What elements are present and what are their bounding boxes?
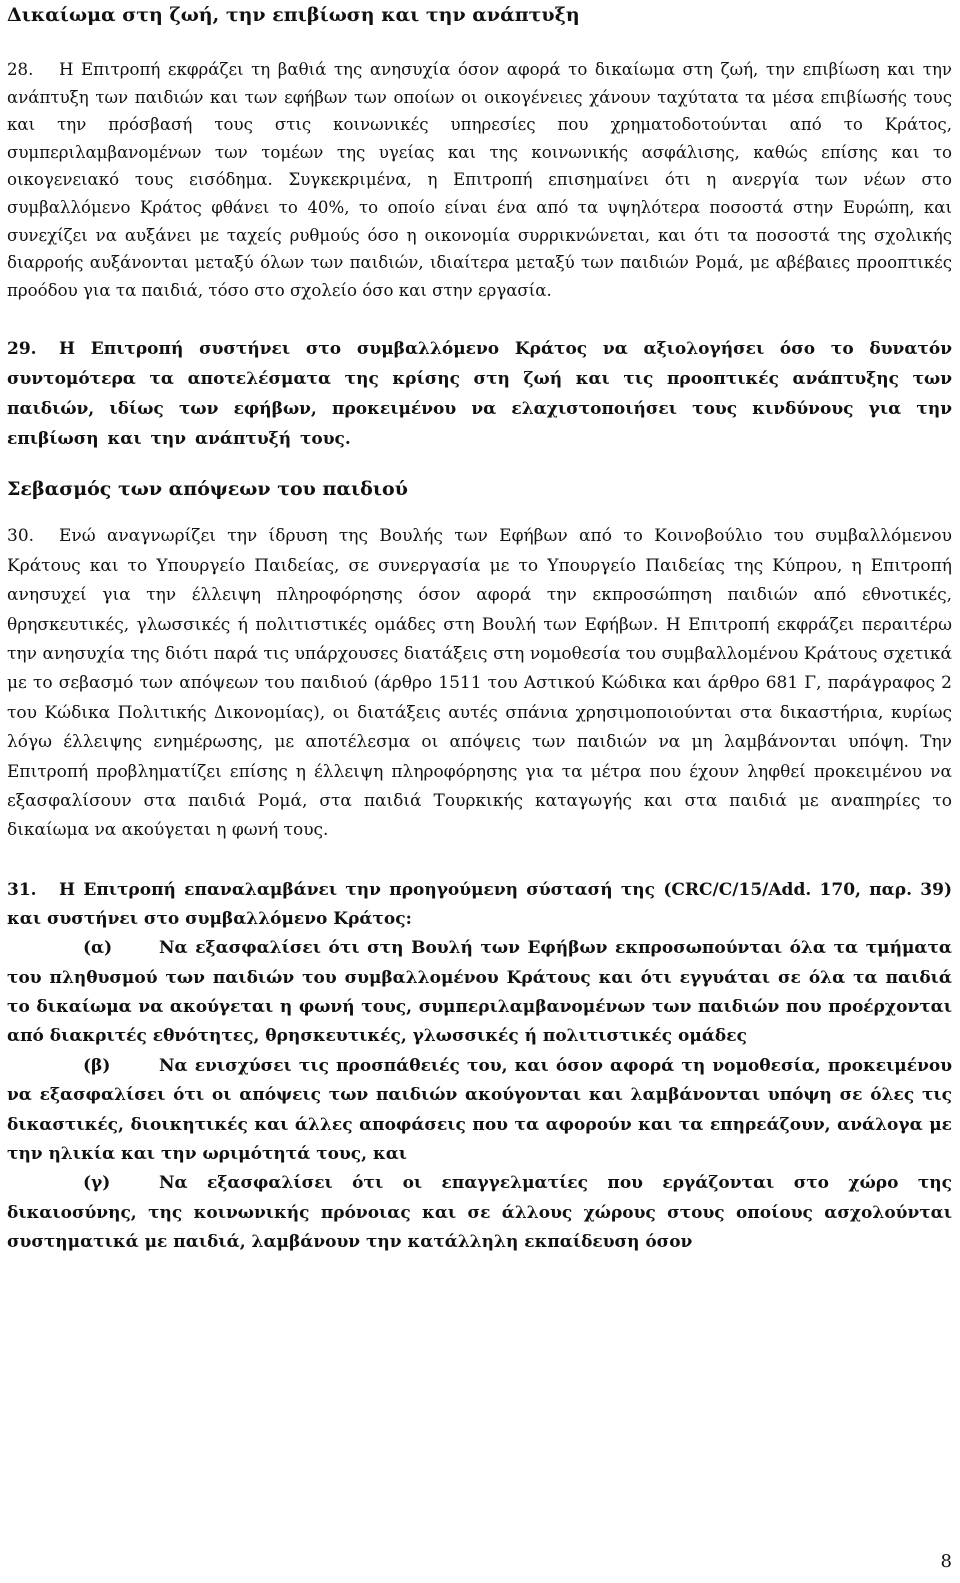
- item-marker: (β): [83, 1055, 111, 1076]
- paragraph-29: [7, 334, 952, 454]
- paragraph-number: 30.: [7, 526, 35, 547]
- paragraph-30: [7, 522, 952, 845]
- recommendation-item-a: [7, 934, 952, 1052]
- paragraph-31: [7, 876, 952, 934]
- paragraph-number: 28.: [7, 60, 34, 79]
- recommendation-item-b: [7, 1052, 952, 1170]
- paragraph-28: [7, 56, 952, 304]
- item-text: Να εξασφαλίσει ότι στη Βουλή των Εφήβων εκπροσωπούνται όλα τα τμήματα του πληθυσμού των παιδιών του συμβαλλομένου Κράτους και ότι εγγυάται σε όλα τα παιδιά το δικαίωμα να ακούγεται η φωνή τους, συμπεριλαμβανομένων των παιδιών που προέρχονται από διακριτές εθνότητες, θρησκευτικές, γλωσσικές ή πολιτιστικές ομάδες: [7, 938, 952, 1047]
- page-number: 8: [940, 1551, 952, 1572]
- paragraph-text: Η Επιτροπή συστήνει στο συμβαλλόμενο Κράτος να αξιολογήσει όσο το δυνατόν συντομότερα τα αποτελέσματα της κρίσης στη ζωή και τις προοπτικές ανάπτυξης των παιδιών, ιδίως των εφήβων, προκειμένου να ελαχιστοποιήσει τους κινδύνους για την επιβίωση και την ανάπτυξή τους.: [7, 339, 952, 450]
- paragraph-number: 31.: [7, 879, 37, 900]
- paragraph-text: Η Επιτροπή επαναλαμβάνει την προηγούμενη σύστασή της (CRC/C/15/Add. 170, παρ. 39) και συστήνει στο συμβαλλόμενο Κράτος:: [7, 879, 952, 930]
- item-marker: (α): [83, 938, 113, 959]
- item-text: Να ενισχύσει τις προσπάθειές του, και όσον αφορά τη νομοθεσία, προκειμένου να εξασφαλίσει ότι οι απόψεις των παιδιών ακούγονται και λαμβάνονται υπόψη σε όλες τις δικαστικές, διοικητικές και άλλες αποφάσεις που τα αφορούν και τα επηρεάζουν, ανάλογα με την ηλικία και την ωριμότητά τους, και: [7, 1055, 952, 1165]
- item-marker: (γ): [83, 1173, 111, 1194]
- recommendation-item-c: [7, 1169, 952, 1257]
- item-text: Να εξασφαλίσει ότι οι επαγγελματίες που εργάζονται στο χώρο της δικαιοσύνης, της κοινωνικής πρόνοιας και σε άλλους χώρους στους οποίους ασχολούνται συστηματικά με παιδιά, λαμβάνουν την κατάλληλη εκπαίδευση όσον: [7, 1173, 952, 1253]
- paragraph-text: Ενώ αναγνωρίζει την ίδρυση της Βουλής των Εφήβων από το Κοινοβούλιο του συμβαλλόμενου Κράτους και το Υπουργείο Παιδείας, σε συνεργασία με το Υπουργείο Παιδείας της Κύπρου, η Επιτροπή ανησυχεί για την έλλειψη πληροφόρησης όσον αφορά την εκπροσώπηση παιδιών από εθνοτικές, θρησκευτικές, γλωσσικές ή πολιτιστικές ομάδες στη Βουλή των Εφήβων. Η Επιτροπή εκφράζει περαιτέρω την ανησυχία της διότι παρά τις υπάρχουσες διατάξεις στη νομοθεσία του συμβαλλομένου Κράτους σχετικά με το σεβασμό των απόψεων του παιδιού (άρθρο 1511 του Αστικού Κώδικα και άρθρο 681 Γ, παράγραφος 2 του Κώδικα Πολιτικής Δικονομίας), οι διατάξεις αυτές σπάνια χρησιμοποιούνται στα δικαστήρια, κυρίως λόγω έλλειψης ενημέρωσης, με αποτέλεσμα οι απόψεις των παιδιών να μη λαμβάνονται υπόψη. Την Επιτροπή προβληματίζει επίσης η έλλειψη πληροφόρησης για τα μέτρα που έχουν ληφθεί προκειμένου να εξασφαλίσουν στα παιδιά Ρομά, στα παιδιά Τουρκικής καταγωγής και στα παιδιά με αναπηρίες το δικαίωμα να ακούγεται η φωνή τους.: [7, 526, 952, 841]
- section-heading-respect-views: Σεβασμός των απόψεων του παιδιού: [7, 478, 408, 501]
- paragraph-number: 29.: [7, 339, 37, 360]
- paragraph-text: Η Επιτροπή εκφράζει τη βαθιά της ανησυχία όσον αφορά το δικαίωμα στη ζωή, την επιβίωση και την ανάπτυξη των παιδιών και των εφήβων των οποίων οι οικογένειες χάνουν ταχύτατα τα μέσα επιβίωσής τους και την πρόσβασή τους στις κοινωνικές υπηρεσίες που χρηματοδοτούνται από το Κράτος, συμπεριλαμβανομένων των τομέων της υγείας και της κοινωνικής ασφάλισης, καθώς επίσης και το οικογενειακό τους εισόδημα. Συγκεκριμένα, η Επιτροπή επισημαίνει ότι η ανεργία των νέων στο συμβαλλόμενο Κράτος φθάνει το 40%, το οποίο είναι ένα από τα υψηλότερα ποσοστά στην Ευρώπη, και συνεχίζει να αυξάνει με ταχείς ρυθμούς όσο η οικονομία συρρικνώνεται, και ότι τα ποσοστά της σχολικής διαρροής αυξάνονται μεταξύ όλων των παιδιών, ιδιαίτερα μεταξύ των παιδιών Ρομά, με αβέβαιες προοπτικές προόδου για τα παιδιά, τόσο στο σχολείο όσο και στην εργασία.: [7, 60, 952, 300]
- section-heading-right-to-life: Δικαίωμα στη ζωή, την επιβίωση και την ανάπτυξη: [7, 4, 580, 26]
